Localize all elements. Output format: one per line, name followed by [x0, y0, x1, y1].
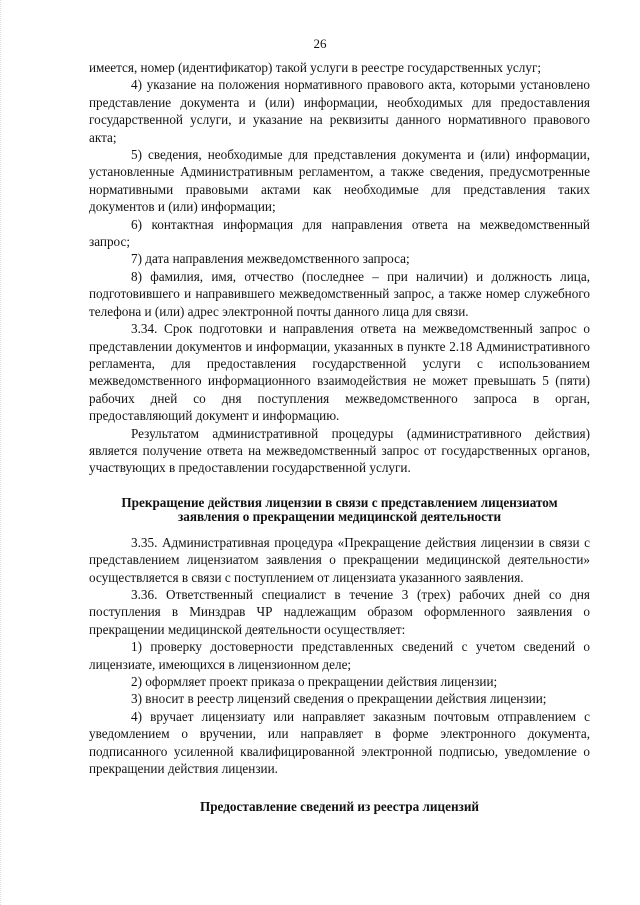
scan-edge-marks: [0, 0, 4, 905]
spacer: [89, 777, 590, 800]
section-heading: Прекращение действия лицензии в связи с представлением лицензиатом заявления о прекращении медицинской деятельности: [121, 494, 558, 524]
paragraph: 1) проверку достоверности представленных сведений с учетом сведений о лицензиате, имеющихся в лицензионном деле;: [89, 639, 590, 672]
spacer: [89, 524, 590, 534]
paragraph: 4) вручает лицензиату или направляет заказным почтовым отправлением с уведомлением о вручении, или направляет в форме электронного документа, подписанного усиленной квалифицированной электронной подписью, уведомление о прекращении действия лицензии.: [89, 708, 590, 777]
paragraph: 3.36. Ответственный специалист в течение 3 (трех) рабочих дней со дня поступления в Минздрав ЧР надлежащим образом оформленного заявления о прекращении медицинской деятельности осуществляет:: [89, 586, 590, 637]
spacer: [89, 477, 590, 496]
page-content: [89, 59, 590, 814]
paragraph: 5) сведения, необходимые для представления документа и (или) информации, установленные Административным регламентом, а также сведения, предусмотренные нормативными правовыми актами как необходимые для представления таких документов и (или) информации;: [89, 147, 590, 215]
paragraph: 4) указание на положения нормативного правового акта, которыми установлено представление документа и (или) информации, необходимых для предоставления государственной услуги, и указание на реквизиты данного нормативного правового акта;: [89, 77, 590, 145]
paragraph: 3.34. Срок подготовки и направления ответа на межведомственный запрос о представлении документов и информации, указанных в пункте 2.18 Административного регламента, для предоставления государственной услуги с использованием межведомственного информационного взаимодействия не может превышать 5 (пяти) рабочих дней со дня поступления межведомственного запроса в орган, предоставляющий документ и информацию.: [89, 321, 590, 424]
paragraph: 7) дата направления межведомственного запроса;: [131, 251, 410, 267]
page-number: 26: [313, 36, 327, 51]
paragraph: имеется, номер (идентификатор) такой услуги в реестре государственных услуг;: [89, 60, 542, 75]
paragraph: 6) контактная информация для направления ответа на межведомственный запрос;: [89, 216, 590, 250]
paragraph: 2) оформляет проект приказа о прекращении действия лицензии;: [131, 674, 498, 689]
paragraph: 8) фамилия, имя, отчество (последнее – при наличии) и должность лица, подготовившего и направившего межведомственный запрос, а также номер служебного телефона и (или) адрес электронной почты данного лица для связи.: [89, 268, 590, 319]
paragraph: Результатом административной процедуры (административного действия) является получение ответа на межведомственный запрос от государственных органов, участвующих в предоставлении государственной услуги.: [89, 425, 590, 476]
section-heading: Предоставление сведений из реестра лицензий: [199, 799, 480, 815]
paragraph: 3.35. Административная процедура «Прекращение действия лицензии в связи с представлением лицензиатом заявления о прекращении медицинской деятельности» осуществляется в связи с поступлением от лицензиата указанного заявления.: [89, 534, 590, 585]
paragraph: 3) вносит в реестр лицензий сведения о прекращении действия лицензии;: [131, 691, 547, 707]
